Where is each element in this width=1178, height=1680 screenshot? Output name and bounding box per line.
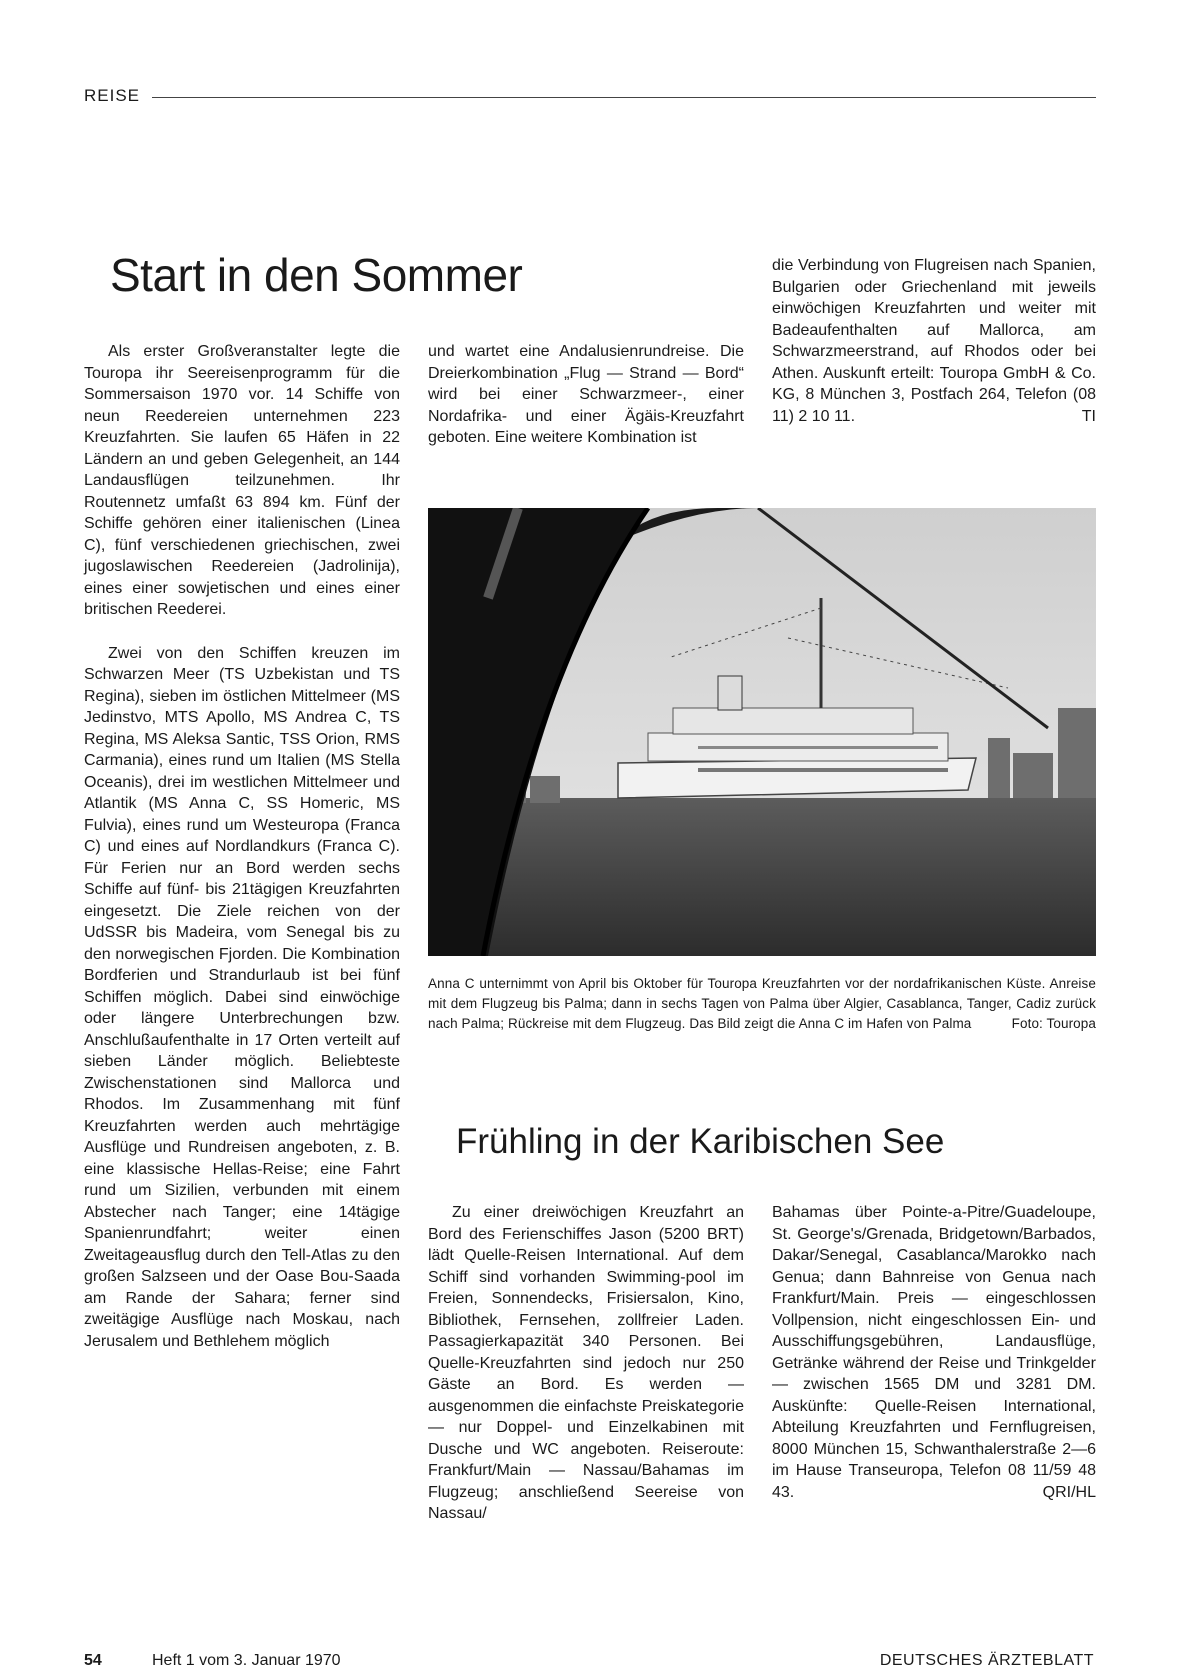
caption-text: Anna C unternimmt von April bis Oktober für Touropa Kreuzfahrten vor der nordafrikanischen Küste. Anreise mit dem Flugzeug bis Palma; dann in sechs Tagen von Palma über Algier, Casablanca, Tanger, Cadiz zurück nach Palma; Rückreise mit dem Flugzeug. Das Bild zeigt die Anna C im Hafen von Palma [428, 976, 1096, 1031]
article2-title: Frühling in der Karibischen See [456, 1122, 945, 1161]
article1-paragraph-2: Zwei von den Schiffen kreuzen im Schwarzen Meer (TS Uzbekistan und TS Regina), sieben im östlichen Mittelmeer (MS Jedinstvo, MTS Apollo, MS Andrea C, TS Regina, MS Aleksa Santic, TSS Orion, RMS Carmania), eines rund um Italien (MS Stella Oceanis), drei im westlichen Mittelmeer und Atlantik (MS Anna C, SS Homeric, MS Fulvia), eines rund um Westeuropa (Franca C) und eines auf Nordlandkurs (Franca C). Für Ferien nur an Bord werden sechs Schiffe auf fünf- bis 21tägigen Kreuzfahrten eingesetzt. Die Ziele reichen von der UdSSR bis Madeira, vom Senegal bis zu den norwegischen Fjorden. Die Kombination Bordferien und Strandurlaub ist bei fünf Schiffen möglich. Dabei sind einwöchige oder längere Unterbrechungen bzw. Anschlußaufenthalte in 17 Orten verteilt auf sieben Länder möglich. Beliebteste Zwischenstationen sind Mallorca und Rhodos. Im Zusammenhang mit fünf Kreuzfahrten werden auch mehrtägige Ausflüge und Rundreisen angeboten, z. B. eine klassische Hellas-Reise; eine Fahrt rund um Sizilien, verbunden mit einem Abstecher nach Tanger; eine 14tägige Spanienrundfahrt; weiter einen Zweitageausflug durch den Tell-Atlas zu den großen Salzseen und der Oase Bou-Saada am Rande der Sahara; ferner sind zweitägige Ausflüge nach Moskau, nach Jerusalem und Bethlehem möglich [84, 644, 400, 1350]
article1-column-2-text: und wartet eine Andalusienrundreise. Die Dreierkombination „Flug — Strand — Bord“ wird bei einer Schwarzmeer-, einer Nordafrika- und einer Ägäis-Kreuzfahrt geboten. Eine weitere Kombination ist [428, 343, 744, 446]
article1-column-3 [772, 255, 1096, 428]
article1-column-2 [428, 341, 744, 449]
photo-credit: Foto: Touropa [1011, 1016, 1096, 1031]
article2-column-2-text: Bahamas über Pointe-a-Pitre/Guadeloupe, St. George's/Grenada, Bridgetown/Barbados, Dakar/Senegal, Casablanca/Marokko nach Genua; dann Bahnreise von Genua nach Frankfurt/Main. Preis — eingeschlossen Vollpension, nicht eingeschlossen Ein- und Ausschiffungsgebühren, Landausflüge, Getränke während der Reise und Trinkgelder — zwischen 1565 DM und 3281 DM. Auskünfte: Quelle-Reisen International, Abteilung Kreuzfahrten und Fernflugreisen, 8000 München 15, Schwanthalerstraße 2—6 im Hause Transeuropa, Telefon 08 11/59 48 43. [772, 1204, 1096, 1501]
article1-title: Start in den Sommer [110, 249, 523, 301]
header-rule [152, 97, 1096, 98]
photo-caption [428, 974, 1096, 1034]
journal-name: DEUTSCHES ÄRZTEBLATT [879, 1652, 1094, 1669]
ship-photo-image [428, 508, 1096, 956]
article1-column-3-text: die Verbindung von Flugreisen nach Spanien, Bulgarien oder Griechenland mit jeweils einwöchigen Kreuzfahrten und weiter mit Badeaufenthalten auf Mallorca, am Schwarzmeerstrand, auf Rhodos oder bei Athen. Auskunft erteilt: Touropa GmbH & Co. KG, 8 München 3, Postfach 264, Telefon (08 11) 2 10 11. [772, 257, 1096, 425]
issue-info: Heft 1 vom 3. Januar 1970 [152, 1652, 341, 1669]
article2-column-1 [428, 1202, 744, 1525]
photo-anna-c [428, 508, 1096, 956]
article1-paragraph-1: Als erster Großveranstalter legte die Touropa ihr Seereisenprogramm für die Sommersaison 1970 vor. 14 Schiffe von neun Reedereien unternehmen 223 Kreuzfahrten. Sie laufen 65 Häfen in 22 Ländern an und geben Gelegenheit, an 144 Landausflügen teilzunehmen. Ihr Routennetz umfaßt 63 894 km. Fünf der Schiffe gehören einer italienischen (Linea C), fünf verschiedenen griechischen, zwei jugoslawischen Reedereien (Jadrolinija), eines einer sowjetischen und eines einer britischen Reederei. [84, 343, 400, 618]
section-label: REISE [84, 86, 141, 105]
article2-signature: QRI/HL [1042, 1484, 1096, 1501]
article2-column-1-text: Zu einer dreiwöchigen Kreuzfahrt an Bord des Ferienschiffes Jason (5200 BRT) lädt Quelle-Reisen International. Auf dem Schiff sind vorhanden Swimming-pool im Freien, Sonnendecks, Frisiersalon, Kino, Bibliothek, Fernsehen, zollfreier Laden. Passagierkapazität 340 Personen. Bei Quelle-Kreuzfahrten sind jedoch nur 250 Gäste an Bord. Es werden — ausgenommen die einfachste Preiskategorie — nur Doppel- und Einzelkabinen mit Dusche und WC angeboten. Reiseroute: Frankfurt/Main — Nassau/Bahamas im Flugzeug; anschließend Seereise von Nassau/ [428, 1204, 744, 1522]
article2-column-2 [772, 1202, 1096, 1504]
article1-column-1 [84, 341, 400, 1352]
article1-signature: TI [1081, 408, 1096, 425]
page-number: 54 [84, 1652, 102, 1669]
